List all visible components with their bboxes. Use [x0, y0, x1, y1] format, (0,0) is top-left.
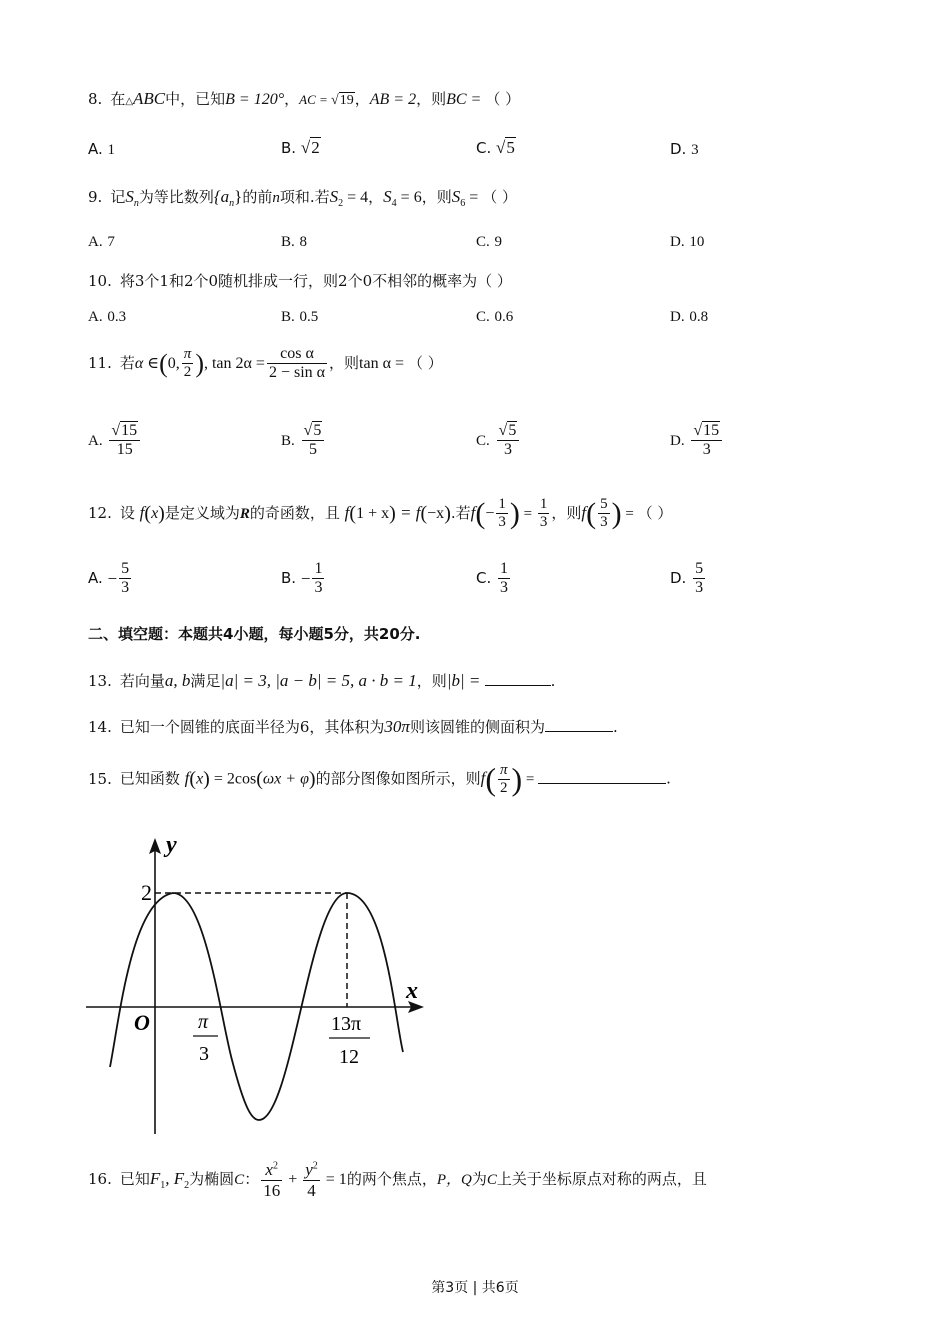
question-number: 12. [88, 503, 112, 522]
x-axis-label: x [406, 978, 418, 1004]
q10-option-d[interactable]: D. 0.8 [670, 309, 709, 325]
q9-option-a[interactable]: A. 7 [88, 234, 115, 250]
question-14: 14. 已知一个圆锥的底面半径为6，其体积为30π则该圆锥的侧面积为 . [88, 717, 618, 736]
q11-option-c[interactable]: C. $\frac{√5}{3}$ [476, 422, 521, 460]
sqrt-19: √19 [331, 93, 354, 108]
origin-label: O [134, 1010, 150, 1035]
q12-option-c[interactable]: C. $\frac{1}{3}$ [476, 560, 509, 597]
triangle-symbol: △ [125, 96, 134, 107]
q9-option-b[interactable]: B. 8 [281, 234, 308, 250]
question-number: 8. [88, 90, 103, 108]
q12-option-d[interactable]: D. $\frac{5}{3}$ [670, 560, 704, 597]
q11-option-b[interactable]: B. $\frac{√5}{5}$ [281, 422, 326, 460]
q8-option-d[interactable]: D. 3 [670, 140, 699, 158]
question-13: 13. 若向量a, b满足|a| = 3, |a − b| = 5, a · b = 1，则|b| = . [88, 671, 556, 690]
q10-option-c[interactable]: C. 0.6 [476, 309, 514, 325]
tick-13pi-over-12-den: 12 [339, 1046, 359, 1068]
q11-option-d[interactable]: D. $\frac{√15}{3}$ [670, 422, 724, 460]
y-max-label: 2 [141, 880, 152, 905]
tick-pi-over-3-den: 3 [199, 1043, 209, 1065]
q12-option-b[interactable]: B. − $\frac{1}{3}$ [281, 560, 323, 597]
question-9: 9. 记$S_n$为等比数列$\{a_n\}$的前n项和.若$S_2 = 4$，$S_4 = 6$，则$S_6$ = （ ） [88, 187, 518, 209]
tick-13pi-over-12-num: 13π [331, 1013, 362, 1035]
question-number: 14. [88, 718, 112, 736]
question-number: 13. [88, 672, 112, 690]
section-heading: 二、填空题：本题共4小题，每小题5分，共20分. [88, 625, 421, 643]
question-10: 10. 将3个1和2个0随机排成一行，则2个0不相邻的概率为（ ） [88, 272, 512, 290]
q8-option-b[interactable]: B. √2 [281, 138, 320, 157]
question-8: 8. 在△ABC中，已知B = 120°，AC = √19，AB = 2，则BC = （ ） [88, 89, 521, 108]
question-11: 11. 若α ∈(0, $\frac{\pi}{2}$ ), tan 2α = $\frac{\text{cos α}}{\text{2 − sin α}}$ ，则tan α = （ ） [88, 345, 443, 382]
q9-option-d[interactable]: D. 10 [670, 234, 705, 250]
q10-option-a[interactable]: A. 0.3 [88, 309, 127, 325]
question-number: 11. [88, 353, 112, 372]
question-12: 12. 设 f(x)是定义域为R的奇函数，且 f(1 + x) = f(−x).若f(− $\frac{1}{3}$ ) = $\frac{1}{3}$ ，则f( $\frac{5}{3}$ ) = （ ） [88, 496, 673, 531]
question-number: 10. [88, 272, 112, 290]
page-footer: 第3页 | 共6页 [431, 1280, 519, 1296]
q12-option-a[interactable]: A. − $\frac{5}{3}$ [88, 560, 130, 597]
q8-option-a[interactable]: A. 1 [88, 140, 116, 158]
question-number: 9. [88, 188, 103, 206]
question-number: 16. [88, 1170, 112, 1189]
question-number: 15. [88, 769, 112, 788]
q10-option-b[interactable]: B. 0.5 [281, 309, 319, 325]
q8-option-c[interactable]: C. √5 [476, 138, 515, 157]
y-axis-label: y [166, 832, 177, 858]
q11-option-a[interactable]: A. $\frac{√15}{15}$ [88, 422, 142, 460]
q9-option-c[interactable]: C. 9 [476, 234, 503, 250]
question-16: 16. 已知$F_1$, $F_2$为椭圆C： $\frac{x^2}{16}$ + $\frac{y^2}{4}$ = 1的两个焦点，P，Q为C上关于坐标原点对称的两点，且 [88, 1160, 707, 1200]
tick-pi-over-3-num: π [198, 1011, 209, 1033]
question-15: 15. 已知函数 f(x) = 2cos(ωx + φ)的部分图像如图所示，则f( $\frac{\pi}{2}$ ) = . [88, 761, 671, 797]
